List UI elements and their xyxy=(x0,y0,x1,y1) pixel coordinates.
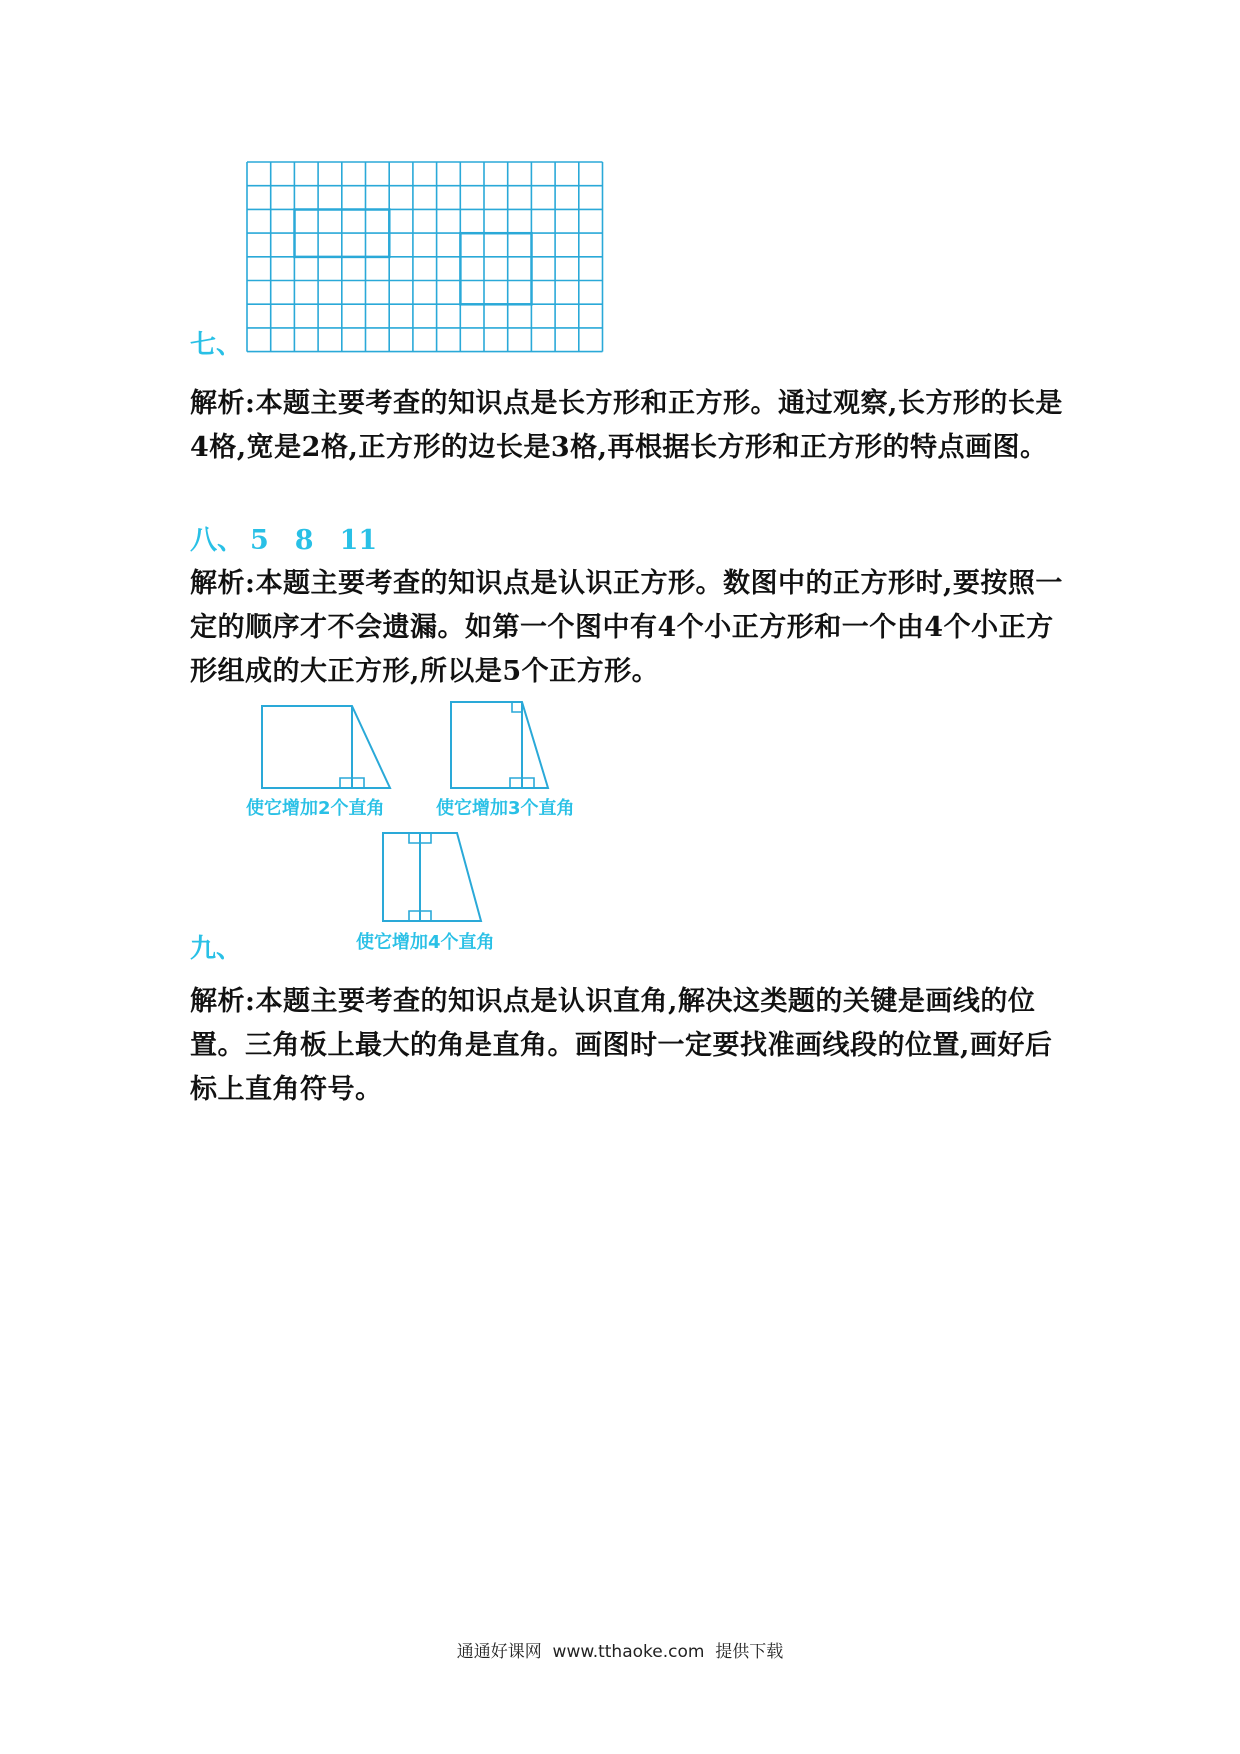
section7-analysis: 解析:本题主要考查的知识点是长方形和正方形。通过观察,长方形的长是4格,宽是2格,正方形的边长是3格,再根据长方形和正方形的特点画图。 xyxy=(190,388,1063,463)
section9-label: 九、 xyxy=(190,934,243,964)
figure-four-right-angles xyxy=(381,831,501,931)
figure-two-right-angles xyxy=(260,704,400,804)
caption-4-right-angles: 使它增加4个直角 xyxy=(356,932,495,953)
section8-answer-line xyxy=(190,518,403,557)
answer-2: 8 xyxy=(294,525,314,556)
section8-label: 八、 xyxy=(190,525,244,556)
answer-1: 5 xyxy=(250,525,269,556)
section9-analysis: 解析:本题主要考查的知识点是认识直角,解决这类题的关键是画线的位置。三角板上最大的角是直角。画图时一定要找准画线段的位置,画好后标上直角符号。 xyxy=(190,986,1053,1105)
grid-figure xyxy=(247,162,607,352)
caption-3-right-angles: 使它增加3个直角 xyxy=(436,798,575,819)
answer-3: 11 xyxy=(339,525,378,556)
section7-label: 七、 xyxy=(190,330,243,360)
section8-analysis: 解析:本题主要考查的知识点是认识正方形。数图中的正方形时,要按照一定的顺序才不会遗漏。如第一个图中有4个小正方形和一个由4个小正方形组成的大正方形,所以是5个正方形。 xyxy=(190,568,1063,687)
caption-2-right-angles: 使它增加2个直角 xyxy=(246,798,385,819)
square-3x3 xyxy=(460,233,531,304)
footer-text: 通通好课网 www.tthaoke.com 提供下载 xyxy=(456,1642,784,1662)
figure-three-right-angles xyxy=(449,700,569,800)
